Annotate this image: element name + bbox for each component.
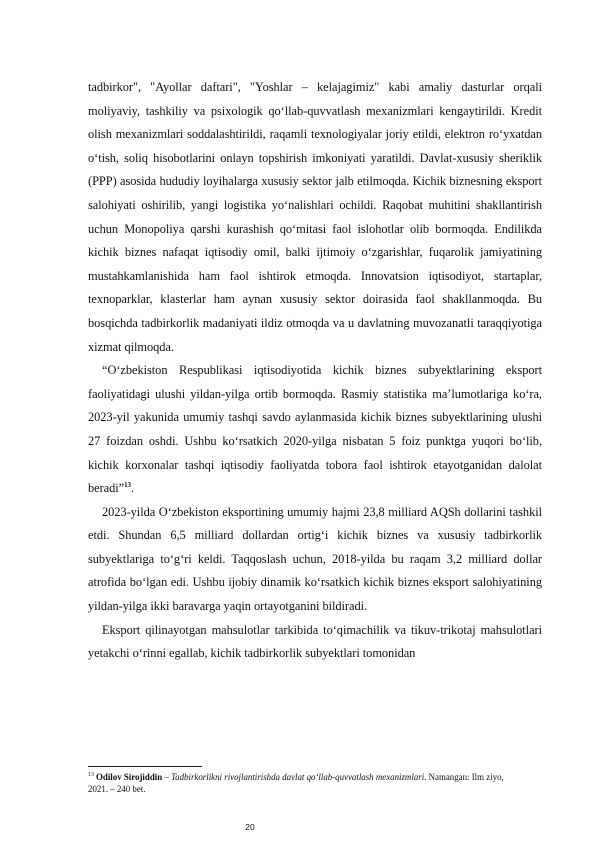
body-paragraph-2-quote <box>88 359 542 501</box>
body-paragraph-4: Eksport qilinayotgan mahsulotlar tarkibida to‘qimachilik va tikuv-trikotaj mahsulotlari yetakchi o‘rinni egallab, kichik tadbirkorlik subyektlari tomonidan <box>88 622 542 661</box>
footnote <box>88 771 518 795</box>
footnote-number: 13 <box>88 772 94 779</box>
footnote-reference[interactable]: 13 <box>124 480 132 489</box>
footnote-separator <box>88 766 202 767</box>
quote-text: “O‘zbekiston Respublikasi iqtisodiyotida kichik biznes subyektlarining eksport faoliyatidagi ulushi yildan-yilga ortib bormoqda. Rasmiy statistika ma’lumotlariga ko‘ra, 2023-yil yakunida umumiy tashqi savdo aylanmasida kichik biznes subyektlarining ulushi 27 foizdan oshdi. Ushbu ko‘rsatkich 2020-yilga nisbatan 5 foiz punktga yuqori bo‘lib, kichik korxonalar tashqi iqtisodiy faoliyatda tobora faol ishtirok etayotganidan dalolat beradi” <box>88 363 542 496</box>
footnote-publication: . Namangan: Ilm ziyo, 2021. – 240 bet. <box>88 772 504 795</box>
footnote-title: Tadbirkorlikni rivojlantirishda davlat qo‘llab-quvvatlash mexanizmlari <box>171 772 425 782</box>
footnote-dash: – <box>162 772 172 782</box>
quote-end-period: . <box>131 481 135 496</box>
body-paragraph-3: 2023-yilda O‘zbekiston eksportining umumiy hajmi 23,8 milliard AQSh dollarini tashkil etdi. Shundan 6,5 milliard dollardan ortig‘i kichik biznes va xususiy tadbirkorlik subyektlariga to‘g‘ri keldi. Taqqoslash uchun, 2018-yilda bu raqam 3,2 milliard dollar atrofida bo‘lgan edi. Ushbu ijobiy dinamik ko‘rsatkich kichik biznes eksport salohiyatining yildan-yilga ikki baravarga yaqin ortayotganini bildiradi. <box>88 504 542 614</box>
page-body <box>88 76 542 666</box>
footnote-author: Odilov Sirojiddin <box>96 772 163 782</box>
body-paragraph-1: tadbirkor", "Ayollar daftari", "Yoshlar – kelajagimiz" kabi amaliy dasturlar orqali moliyaviy, tashkiliy va psixologik qo‘llab-quvvatlash mexanizmlari kengaytirildi. Kredit olish mexanizmlari soddalashtirildi, raqamli texnologiyalar joriy etildi, elektron ro‘yxatdan o‘tish, soliq hisobotlarini onlayn topshirish imkoniyati yaratildi. Davlat-xususiy sheriklik (PPP) asosida hududiy loyihalarga xususiy sektor jalb etilmoqda. Kichik biznesning eksport salohiyati oshirilib, yangi logistika yo‘nalishlari ochildi. Raqobat muhitini shakllantirish uchun Monopoliya qarshi kurashish qo‘mitasi faol islohotlar olib bormoqda. Endilikda kichik biznes nafaqat iqtisodiy omil, balki ijtimoiy o‘zgarishlar, fuqarolik jamiyatining mustahkamlanishida ham faol ishtirok etmoqda. Innovatsion iqtisodiyot, startaplar, texnoparklar, klasterlar ham aynan xususiy sektor doirasida faol shakllanmoqda. Bu bosqichda tadbirkorlik madaniyati ildiz otmoqda va u davlatning muvozanatli taraqqiyotiga xizmat qilmoqda. <box>88 80 542 354</box>
page-number: 20 <box>245 822 255 832</box>
